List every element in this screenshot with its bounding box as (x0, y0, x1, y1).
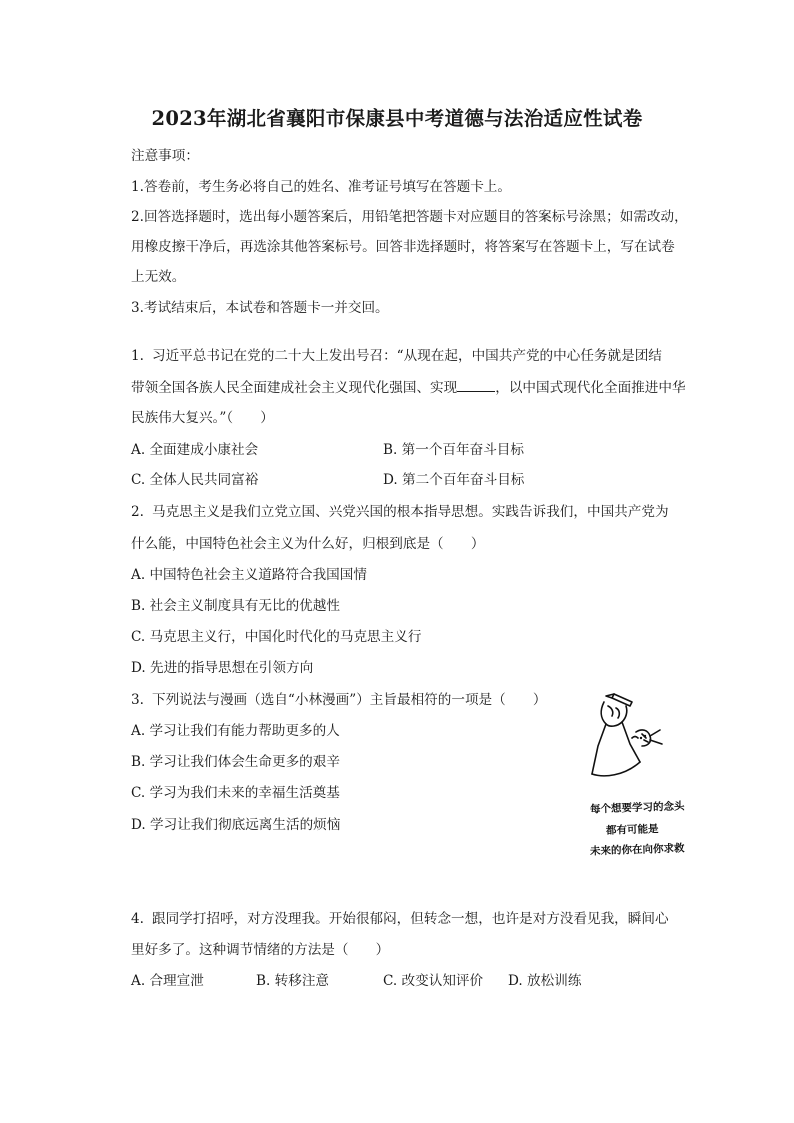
question-4-text-1: 跟同学打招呼，对方没理我。开始很郁闷，但转念一想，也许是对方没看见我，瞬间心 (151, 911, 669, 927)
question-1-text-3: ，以中国式现代化全面推进中华 (495, 380, 686, 396)
question-2-text-1: 马克思主义是我们立党立国、兴党兴国的根本指导思想。实践告诉我们，中国共产党为 (151, 504, 669, 520)
question-3-option-c: C. 学习为我们未来的幸福生活奠基 (131, 785, 340, 801)
question-1-number: 1. (131, 348, 144, 364)
question-2-number: 2. (131, 504, 144, 520)
notes-line-5: 3.考试结束后，本试卷和答题卡一并交回。 (131, 300, 389, 316)
notes-line-3: 用橡皮擦干净后，再选涂其他答案标号。回答非选择题时，将答案写在答题卡上，写在试卷 (131, 239, 675, 255)
question-2-line-1 (131, 502, 669, 522)
notes-line-4: 上无效。 (131, 269, 186, 285)
question-1-option-a: A. 全面建成小康社会 (131, 442, 259, 458)
question-1-line-2 (131, 377, 686, 398)
question-1-line-1 (131, 346, 662, 366)
question-4-line-1 (131, 909, 669, 929)
question-4-option-b: B. 转移注意 (256, 973, 330, 989)
question-2-option-c: C. 马克思主义行，中国化时代化的马克思主义行 (131, 629, 422, 645)
question-1-line-3: 民族伟大复兴。”（ ） (131, 410, 274, 426)
question-4-option-c: C. 改变认知评价 (383, 973, 484, 989)
question-3-option-d: D. 学习让我们彻底远离生活的烦恼 (131, 817, 341, 833)
question-3-option-b: B. 学习让我们体会生命更多的艰辛 (131, 754, 340, 770)
exam-title: 2023年湖北省襄阳市保康县中考道德与法治适应性试卷 (151, 107, 643, 130)
question-2-option-b: B. 社会主义制度具有无比的优越性 (131, 598, 340, 614)
notes-heading: 注意事项： (131, 148, 199, 164)
question-3-number: 3. (131, 692, 144, 708)
question-4-option-d: D. 放松训练 (508, 973, 582, 989)
question-1-option-b: B. 第一个百年奋斗目标 (383, 442, 524, 458)
pen-icon (612, 694, 632, 706)
question-1-option-d: D. 第二个百年奋斗目标 (383, 472, 525, 488)
question-2-line-2: 什么能，中国特色社会主义为什么好，归根到底是（ ） (131, 536, 485, 552)
question-2-option-d: D. 先进的指导思想在引领方向 (131, 660, 314, 676)
question-4-option-a: A. 合理宣泄 (131, 973, 204, 989)
question-2-option-a: A. 中国特色社会主义道路符合我国国情 (131, 567, 367, 583)
question-3-text-1: 下列说法与漫画（选自“小林漫画”）主旨最相符的一项是（ ） (151, 692, 547, 708)
comic-caption-1: 每个想要学习的念头 (589, 800, 685, 816)
notes-line-2: 2.回答选择题时，选出每小题答案后，用铅笔把答题卡对应题目的答案标号涂黑；如需改动， (131, 209, 688, 225)
question-1-text-2: 带领全国各族人民全面建成社会主义现代化强国、实现 (131, 380, 458, 396)
question-1-text-1: 习近平总书记在党的二十大上发出号召：“从现在起，中国共产党的中心任务就是团结 (151, 348, 662, 364)
notes-line-1: 1.答卷前，考生务必将自己的姓名、准考证号填写在答题卡上。 (131, 179, 511, 195)
question-4-number: 4. (131, 911, 144, 927)
comic-caption-2: 都有可能是 (605, 823, 659, 837)
answer-blank (457, 377, 495, 392)
question-3-option-a: A. 学习让我们有能力帮助更多的人 (131, 723, 340, 739)
question-1-option-c: C. 全体人民共同富裕 (131, 472, 259, 488)
question-3-line-1 (131, 690, 547, 710)
comic-caption-3: 未来的你在向你求救 (589, 842, 685, 858)
question-4-line-2: 里好多了。这种调节情绪的方法是（ ） (131, 942, 390, 958)
